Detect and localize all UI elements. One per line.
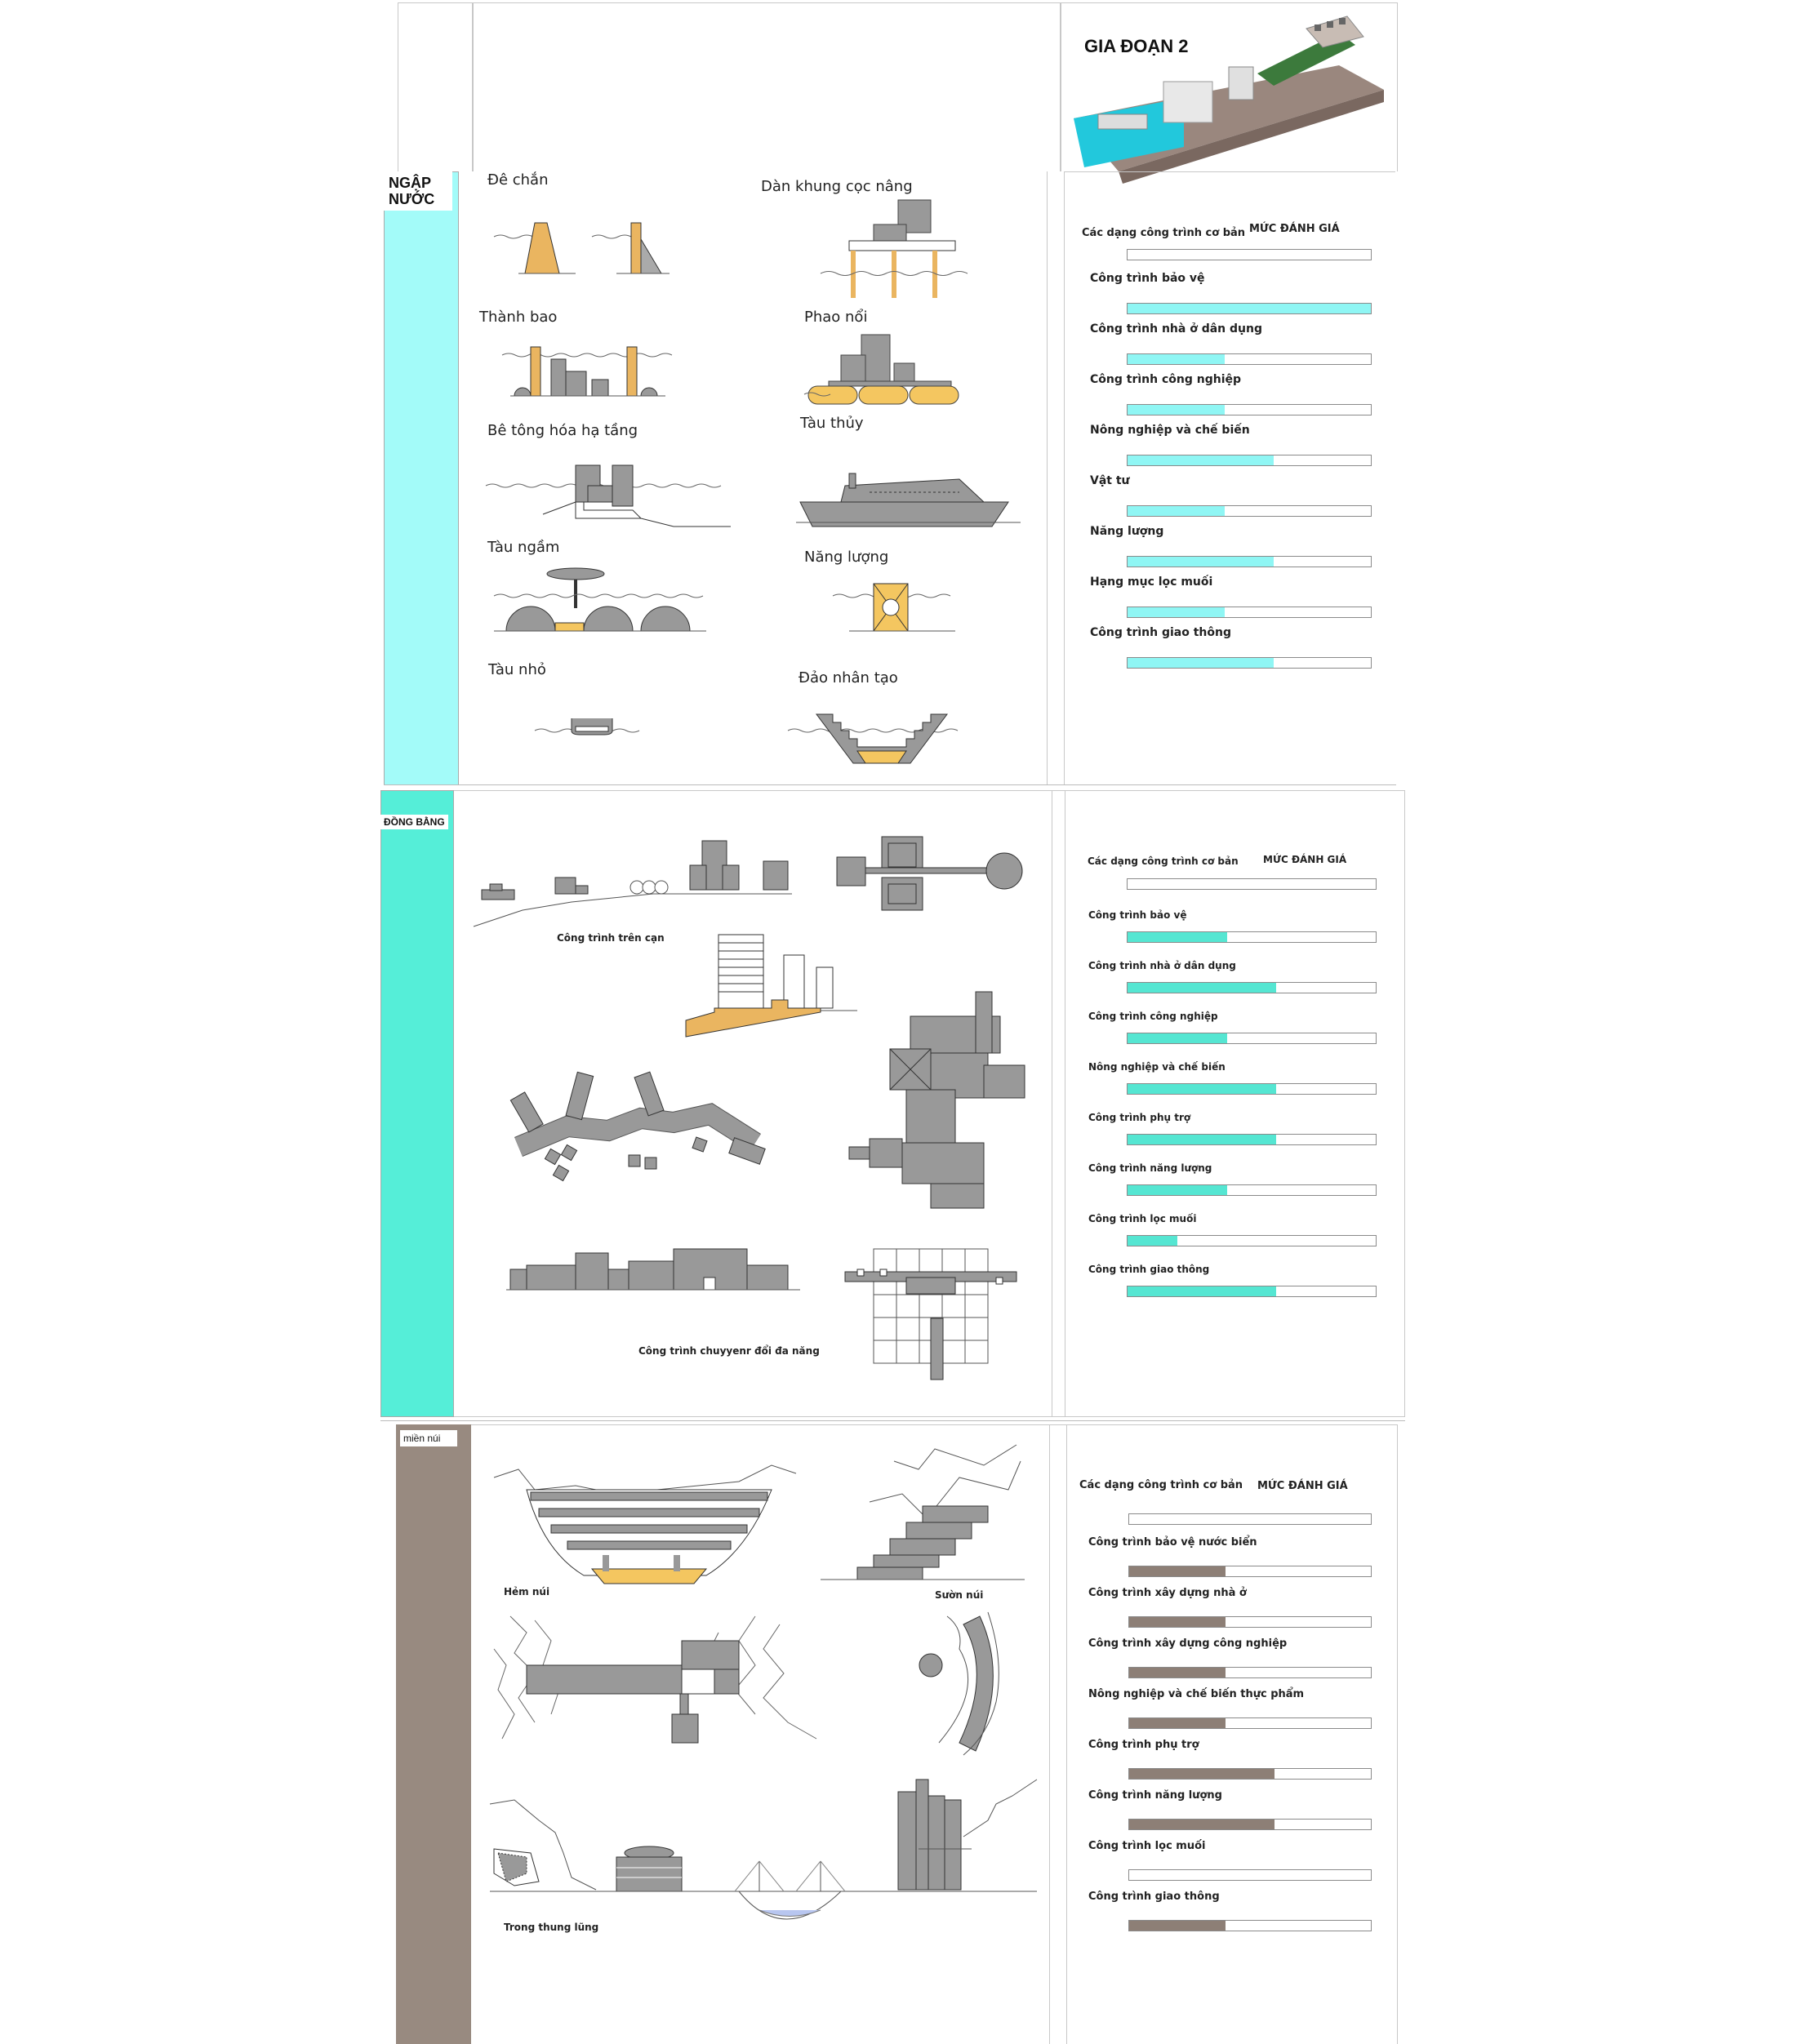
- section3-rating-label: Công trình phụ trợ: [1088, 1739, 1199, 1751]
- item-suon-nui: Sườn núi: [935, 1589, 984, 1601]
- section1-sidebar: [384, 171, 459, 785]
- section2-rating-bar-fill: [1128, 1286, 1276, 1296]
- grid-plan-diagram: [841, 1245, 1021, 1384]
- section2-rating-bar-fill: [1128, 983, 1276, 993]
- section2-divider: [1052, 790, 1065, 1417]
- section3-rating-label: Công trình năng lượng: [1088, 1789, 1222, 1802]
- section3-rating-header-bar: [1128, 1513, 1372, 1525]
- item-nang-luong: Năng lượng: [804, 549, 889, 566]
- section2-rating-bar-fill: [1128, 932, 1227, 942]
- section2-rating-label: Công trình phụ trợ: [1088, 1112, 1191, 1123]
- item-thanh-bao: Thành bao: [479, 309, 558, 326]
- section3-sidebar: [396, 1424, 471, 2044]
- tau-thuy-diagram: [796, 469, 1021, 531]
- section1-rating-bar: [1127, 404, 1372, 415]
- header-divider-left: [472, 2, 474, 171]
- section1-rating-label: Công trình nhà ở dân dụng: [1090, 322, 1262, 335]
- section1-rating-bar: [1127, 556, 1372, 567]
- tau-nho-diagram: [535, 710, 641, 739]
- item-be-tong: Bê tông hóa hạ tầng: [487, 422, 638, 439]
- section2-rating-label: Công trình giao thông: [1088, 1264, 1210, 1275]
- section3-rating-bar-fill: [1129, 1769, 1275, 1779]
- section1-rating-header-left: Các dạng công trình cơ bản: [1082, 227, 1246, 239]
- section1-rating-label: Năng lượng: [1090, 525, 1164, 538]
- item-tau-thuy: Tàu thủy: [800, 415, 864, 432]
- section1-rating-bar-fill: [1128, 557, 1274, 567]
- section3-rating-bar-fill: [1129, 1921, 1226, 1931]
- section3-rating-bar: [1128, 1768, 1372, 1780]
- stair-building-diagram: [682, 931, 861, 1037]
- section3-divider: [1049, 1424, 1067, 2044]
- section2-rating-bar: [1127, 1184, 1377, 1196]
- section3-rating-bar: [1128, 1667, 1372, 1678]
- hem-nui-diagram: [494, 1461, 804, 1592]
- section1-rating-bar-fill: [1128, 405, 1225, 415]
- section2-rating-bar: [1127, 1286, 1377, 1297]
- section1-rating-bar: [1127, 607, 1372, 618]
- section3-rating-label: Công trình xây dựng nhà ở: [1088, 1587, 1247, 1599]
- section1-rating-label: Công trình bảo vệ: [1090, 272, 1205, 285]
- cluster-diagram: [510, 1069, 792, 1192]
- section2-rating-label: Công trình công nghiệp: [1088, 1011, 1218, 1022]
- section2-rating-label: Công trình năng lượng: [1088, 1162, 1212, 1174]
- suon-nui-diagram: [821, 1445, 1025, 1592]
- section1-rating-label: Công trình giao thông: [1090, 626, 1231, 639]
- section2-rating-bar: [1127, 1235, 1377, 1246]
- section2-rating-label: Công trình bảo vệ: [1088, 909, 1187, 921]
- item-de-chan: Đê chắn: [487, 171, 549, 189]
- section3-rating-label: Công trình bảo vệ nước biển: [1088, 1536, 1257, 1549]
- header-divider-right: [1060, 2, 1061, 171]
- section2-label: ĐỒNG BẰNG: [380, 815, 448, 829]
- thanh-bao-diagram: [502, 339, 682, 400]
- skyline-diagram: [506, 1245, 800, 1294]
- stage-title: GIA ĐOẠN 2: [1084, 36, 1189, 56]
- phao-noi-diagram: [804, 331, 980, 408]
- section3-rating-label: Nông nghiệp và chế biến thực phẩm: [1088, 1688, 1305, 1700]
- section1-rating-bar-fill: [1128, 304, 1371, 313]
- section1-rating-bar: [1127, 657, 1372, 669]
- section1-rating-label: Công trình công nghiệp: [1090, 373, 1242, 386]
- tau-ngam-diagram: [494, 567, 714, 637]
- be-tong-diagram: [486, 461, 731, 531]
- section3-rating-bar-fill: [1129, 1668, 1226, 1677]
- dan-khung-diagram: [816, 196, 980, 302]
- section2-rating-label: Nông nghiệp và chế biến: [1088, 1061, 1226, 1073]
- section1-rating-header-right: MỨC ĐÁNH GIÁ: [1249, 223, 1340, 235]
- section2-rating-bar-fill: [1128, 1135, 1276, 1144]
- section1-rating-bar: [1127, 353, 1372, 365]
- section2-rating-bar: [1127, 931, 1377, 943]
- section1-rating-bar-fill: [1128, 506, 1225, 516]
- section2-rating-bar: [1127, 1134, 1377, 1145]
- section1-rating-label: Vật tư: [1090, 474, 1130, 487]
- section1-rating-bar-fill: [1128, 607, 1225, 617]
- tren-can-diagram: [474, 837, 800, 935]
- section3-rating-header-left: Các dạng công trình cơ bản: [1079, 1479, 1243, 1491]
- section2-rating-bar-fill: [1128, 1185, 1227, 1195]
- section1-rating-header-bar: [1127, 249, 1372, 260]
- section3-rating-label: Công trình giao thông: [1088, 1891, 1220, 1903]
- plan-diagram-1: [833, 833, 1029, 914]
- section3-rating-bar-fill: [1129, 1617, 1226, 1627]
- section2-rating-header-bar: [1127, 878, 1377, 890]
- section3-rating-bar: [1128, 1566, 1372, 1577]
- section2-rating-bar-fill: [1128, 1033, 1227, 1043]
- section1-label: NGẬP NƯỚC: [384, 171, 452, 211]
- section1-rating-bar-fill: [1128, 455, 1274, 465]
- section1-rating-label: Hạng mục lọc muối: [1090, 575, 1213, 589]
- section1-rating-bar: [1127, 505, 1372, 517]
- section1-rating-bar-fill: [1128, 354, 1225, 364]
- bridge-mountain-diagram: [494, 1616, 821, 1755]
- section3-rating-bar: [1128, 1869, 1372, 1881]
- section3-rating-bar-fill: [1129, 1820, 1275, 1829]
- section2-rating-label: Công trình lọc muối: [1088, 1213, 1197, 1224]
- item-tren-can: Công trình trên cạn: [557, 932, 665, 944]
- section2-rating-bar: [1127, 1083, 1377, 1095]
- section2-rating-bar-fill: [1128, 1236, 1177, 1246]
- item-tau-ngam: Tàu ngầm: [487, 539, 560, 556]
- section1-rating-bar: [1127, 303, 1372, 314]
- item-tau-nho: Tàu nhỏ: [488, 661, 546, 678]
- section2-rating-bar: [1127, 982, 1377, 993]
- section3-rating-label: Công trình xây dựng công nghiệp: [1088, 1637, 1288, 1650]
- curved-building-diagram: [914, 1612, 1004, 1759]
- section3-rating-bar: [1128, 1717, 1372, 1729]
- section3-rating-label: Công trình lọc muối: [1088, 1840, 1206, 1852]
- thung-lung-diagram: [490, 1771, 1037, 1902]
- section3-rating-bar: [1128, 1920, 1372, 1931]
- section3-top-line: [380, 1420, 1405, 1421]
- section1-rating-label: Nông nghiệp và chế biến: [1090, 424, 1250, 437]
- section3-label: miền núi: [400, 1430, 457, 1446]
- section2-rating-label: Công trình nhà ở dân dụng: [1088, 960, 1236, 971]
- section2-rating-header-left: Các dạng công trình cơ bản: [1088, 855, 1239, 867]
- section1-rating-bar-fill: [1128, 658, 1274, 668]
- dao-nhan-tao-diagram: [788, 710, 976, 767]
- section2-rating-bar: [1127, 1033, 1377, 1044]
- section3-rating-header-right: MỨC ĐÁNH GIÁ: [1257, 1480, 1348, 1492]
- section3-rating-bar: [1128, 1819, 1372, 1830]
- item-chuyen-doi: Công trình chuyyenr đổi đa năng: [638, 1345, 820, 1357]
- section2-sidebar: [380, 790, 454, 1417]
- section2-rating-header-right: MỨC ĐÁNH GIÁ: [1263, 854, 1347, 865]
- section3-rating-bar-fill: [1129, 1718, 1226, 1728]
- item-dao-nhan-tao: Đảo nhân tạo: [799, 669, 898, 687]
- section1-rating-bar: [1127, 455, 1372, 466]
- section2-rating-bar-fill: [1128, 1084, 1276, 1094]
- section1-divider: [1047, 171, 1065, 785]
- item-thung-lung: Trong thung lũng: [504, 1922, 599, 1933]
- section3-rating-bar-fill: [1129, 1566, 1226, 1576]
- nang-luong-diagram: [833, 575, 963, 637]
- item-dan-khung: Dàn khung cọc nâng: [761, 178, 913, 195]
- section3-rating-bar: [1128, 1616, 1372, 1628]
- plan-diagram-2: [845, 988, 1033, 1212]
- de-chan-diagram: [494, 216, 682, 278]
- item-hem-nui: Hẻm núi: [504, 1586, 550, 1597]
- item-phao-noi: Phao nổi: [804, 309, 868, 326]
